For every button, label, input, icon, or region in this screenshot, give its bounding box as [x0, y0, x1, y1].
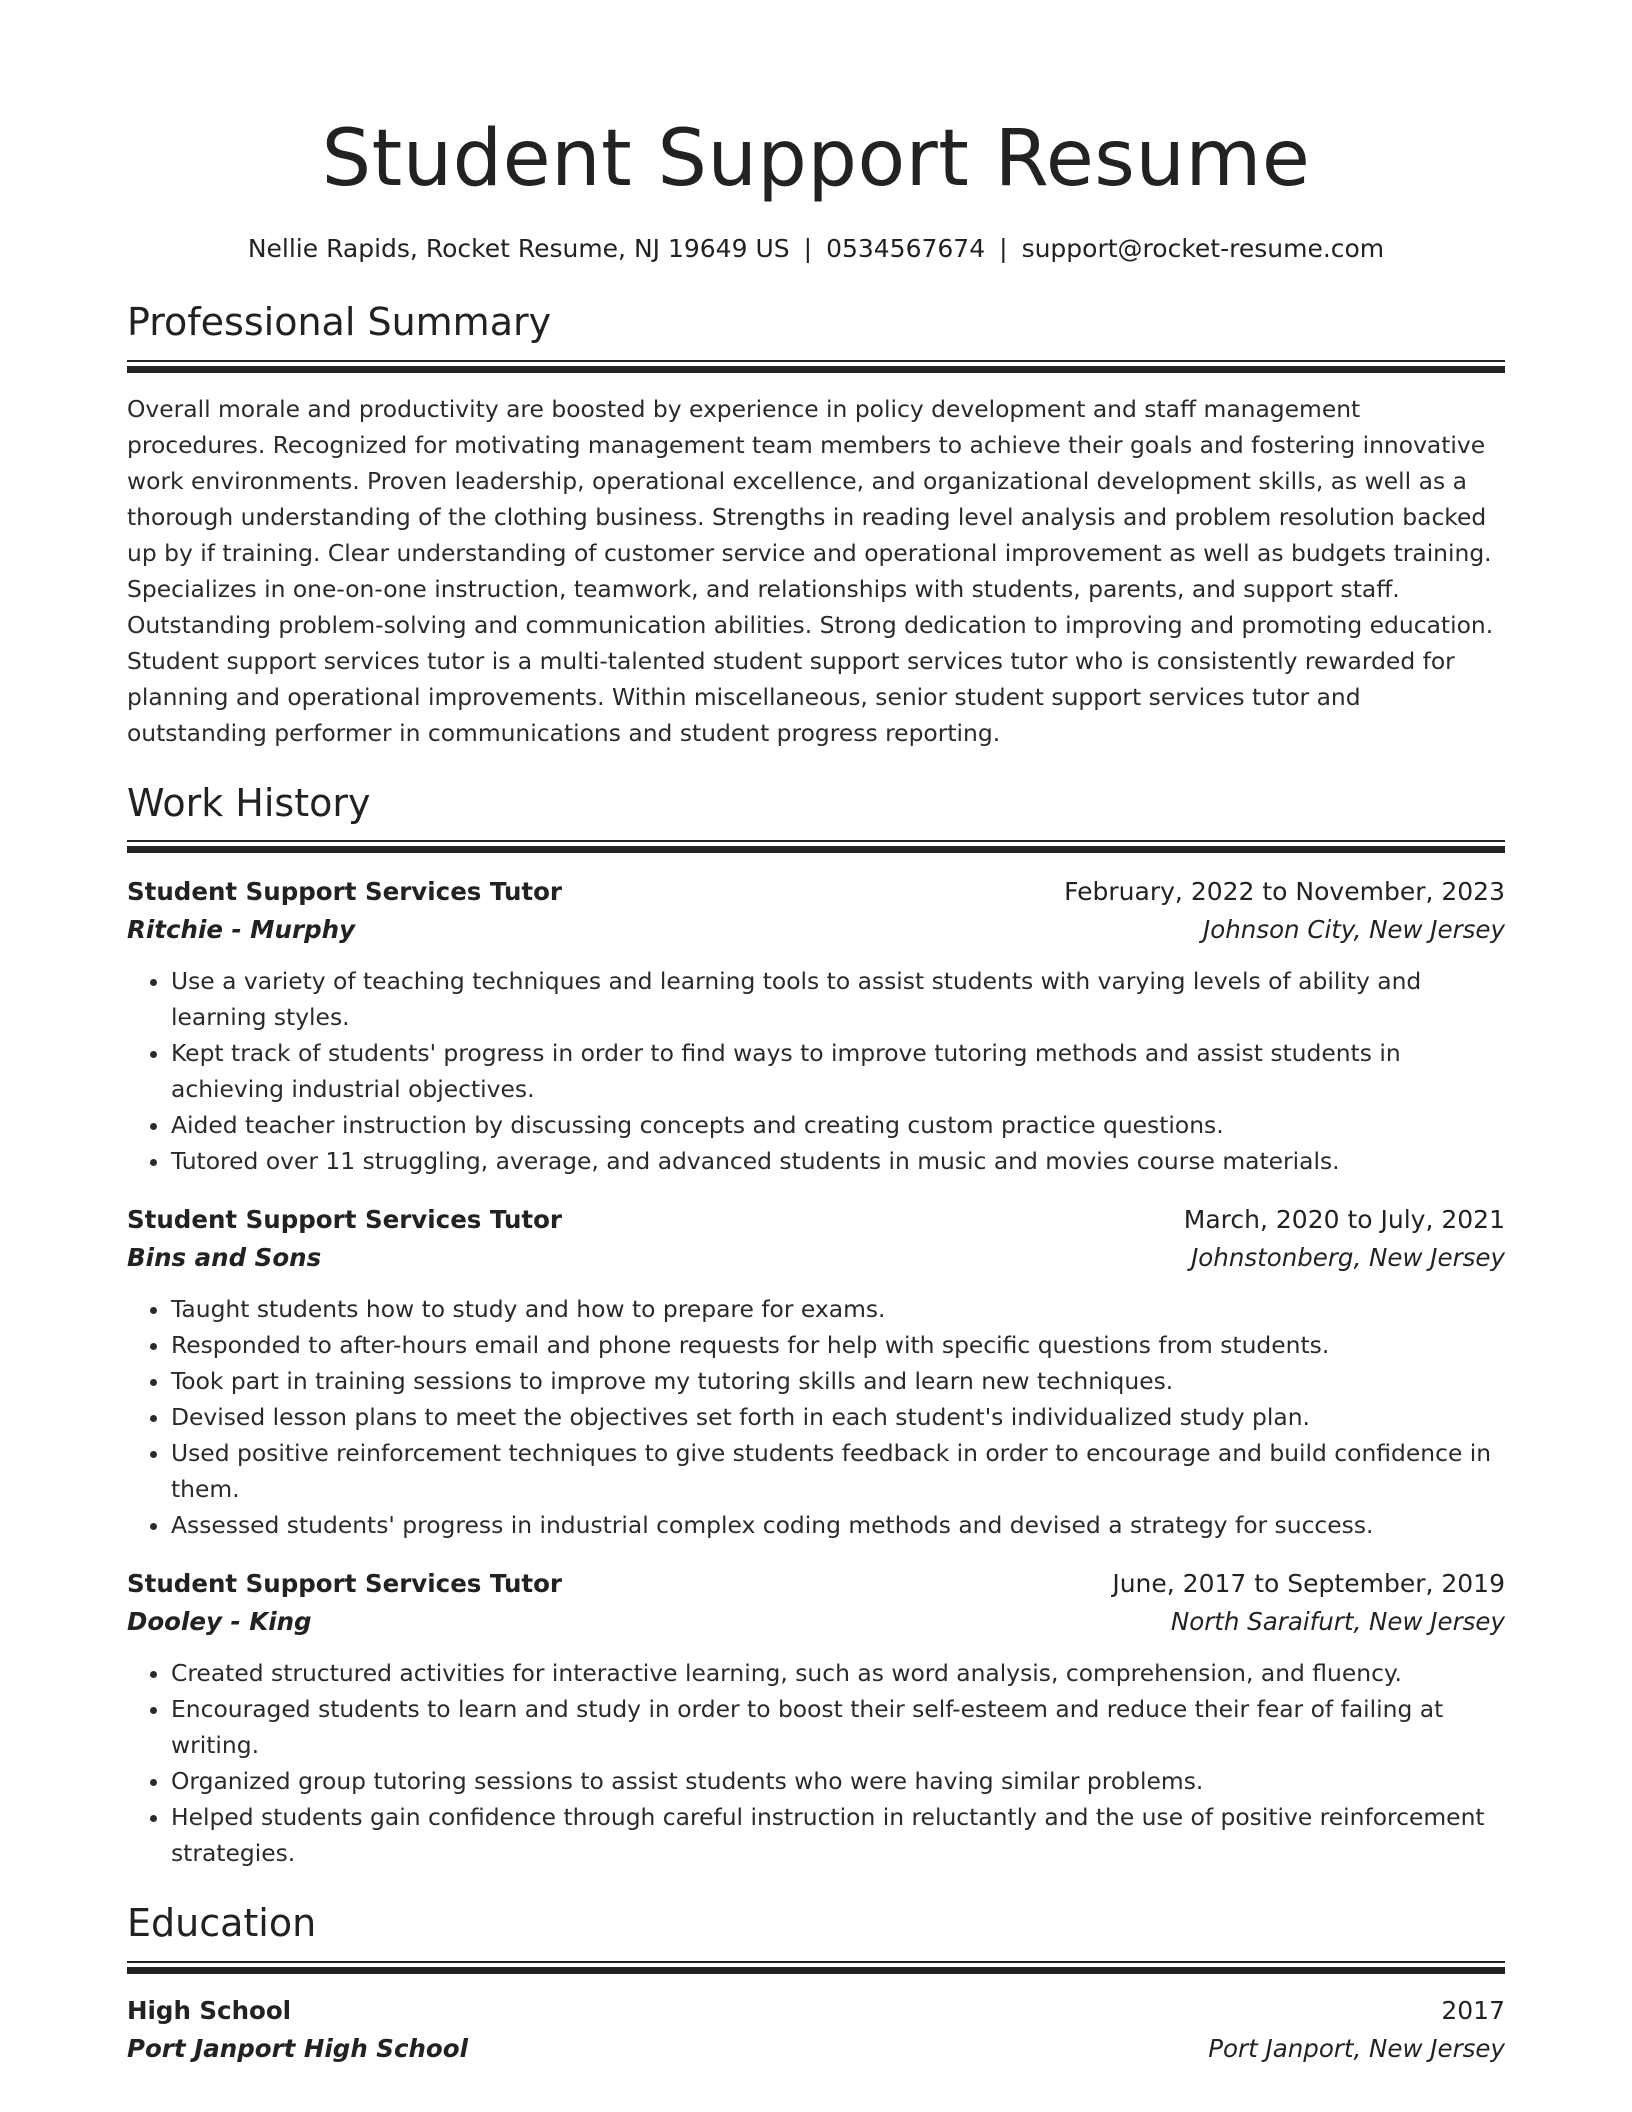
job-bullet: • Organized group tutoring sessions to assist students who were having similar problems. [171, 1763, 1505, 1799]
job-bullet: • Kept track of students' progress in order to find ways to improve tutoring methods and assist students in achieving industrial objectives. [171, 1035, 1505, 1107]
job-dates: June, 2017 to September, 2019 [1112, 1569, 1505, 1599]
summary-section [127, 300, 1505, 751]
education-location: Port Janport, New Jersey [1208, 2033, 1505, 2063]
job-title: Student Support Services Tutor [127, 1205, 563, 1235]
section-title-education: Education [127, 1901, 317, 1946]
section-title-summary: Professional Summary [127, 300, 552, 344]
resume-title: Student Support Resume [321, 114, 1311, 204]
job-bullet: • Used positive reinforcement techniques to give students feedback in order to encourage and build confidence in them. [171, 1435, 1505, 1507]
job-company: Ritchie - Murphy [127, 915, 356, 945]
job-company: Bins and Sons [127, 1243, 322, 1273]
job-bullet: • Devised lesson plans to meet the objectives set forth in each student's individualized study plan. [171, 1399, 1505, 1435]
section-divider [127, 360, 1505, 373]
section-title-work-history: Work History [127, 780, 371, 825]
job-title: Student Support Services Tutor [127, 877, 563, 907]
contact-separator: | [803, 234, 813, 263]
job-location: North Saraifurt, New Jersey [1170, 1607, 1505, 1637]
contact-line [127, 234, 1505, 264]
section-divider [127, 840, 1505, 853]
job-bullet: • Took part in training sessions to improve my tutoring skills and learn new techniques. [171, 1363, 1505, 1399]
education-section [127, 1901, 1505, 2068]
contact-phone: 0534567674 [826, 234, 986, 263]
job-entry [127, 873, 1505, 1179]
job-location: Johnson City, New Jersey [1203, 915, 1505, 945]
job-bullet: • Taught students how to study and how to prepare for exams. [171, 1291, 1505, 1327]
contact-email[interactable]: support@rocket-resume.com [1021, 234, 1385, 263]
job-bullet: • Created structured activities for interactive learning, such as word analysis, comprehension, and fluency. [171, 1655, 1505, 1691]
education-school: Port Janport High School [127, 2033, 468, 2063]
job-title: Student Support Services Tutor [127, 1569, 563, 1599]
contact-address: Nellie Rapids, Rocket Resume, NJ 19649 US [247, 234, 790, 263]
job-entry [127, 1565, 1505, 1871]
job-dates: March, 2020 to July, 2021 [1183, 1205, 1505, 1235]
job-bullet: • Tutored over 11 struggling, average, and advanced students in music and movies course materials. [171, 1143, 1505, 1179]
job-bullet: • Assessed students' progress in industrial complex coding methods and devised a strategy for success. [171, 1507, 1505, 1543]
job-bullet: • Use a variety of teaching techniques and learning tools to assist students with varying levels of ability and learning styles. [171, 963, 1505, 1035]
job-location: Johnstonberg, New Jersey [1191, 1243, 1505, 1273]
job-bullet: • Aided teacher instruction by discussing concepts and creating custom practice questions. [171, 1107, 1505, 1143]
job-bullet: • Responded to after-hours email and phone requests for help with specific questions from students. [171, 1327, 1505, 1363]
job-dates: February, 2022 to November, 2023 [1064, 877, 1505, 907]
job-bullets [127, 1291, 1505, 1543]
job-company: Dooley - King [127, 1607, 312, 1637]
job-bullets [127, 963, 1505, 1179]
job-bullets [127, 1655, 1505, 1871]
education-degree: High School [127, 1995, 292, 2025]
job-bullet: • Encouraged students to learn and study in order to boost their self-esteem and reduce their fear of failing at writing. [171, 1691, 1505, 1763]
work-history-section [127, 781, 1505, 1872]
summary-text: Overall morale and productivity are boosted by experience in policy development and staff management procedures. Recognized for motivating management team members to achieve their goals and fostering innovative work environments. Proven leadership, operational excellence, and organizational development skills, as well as a thorough understanding of the clothing business. Strengths in reading level analysis and problem resolution backed up by if training. Clear understanding of customer service and operational improvement as well as budgets training. Specializes in one-on-one instruction, teamwork, and relationships with students, parents, and support staff. Outstanding problem-solving and communication abilities. Strong dedication to improving and promoting education. Student support services tutor is a multi-talented student support services tutor who is consistently rewarded for planning and operational improvements. Within miscellaneous, senior student support services tutor and outstanding performer in communications and student progress reporting. [127, 394, 1494, 747]
education-entry [127, 1992, 1505, 2068]
contact-separator: | [999, 234, 1008, 263]
section-divider [127, 1961, 1505, 1974]
job-entry [127, 1201, 1505, 1543]
education-year: 2017 [1441, 1995, 1505, 2025]
job-bullet: • Helped students gain confidence through careful instruction in reluctantly and the use of positive reinforcement strategies. [171, 1799, 1505, 1871]
